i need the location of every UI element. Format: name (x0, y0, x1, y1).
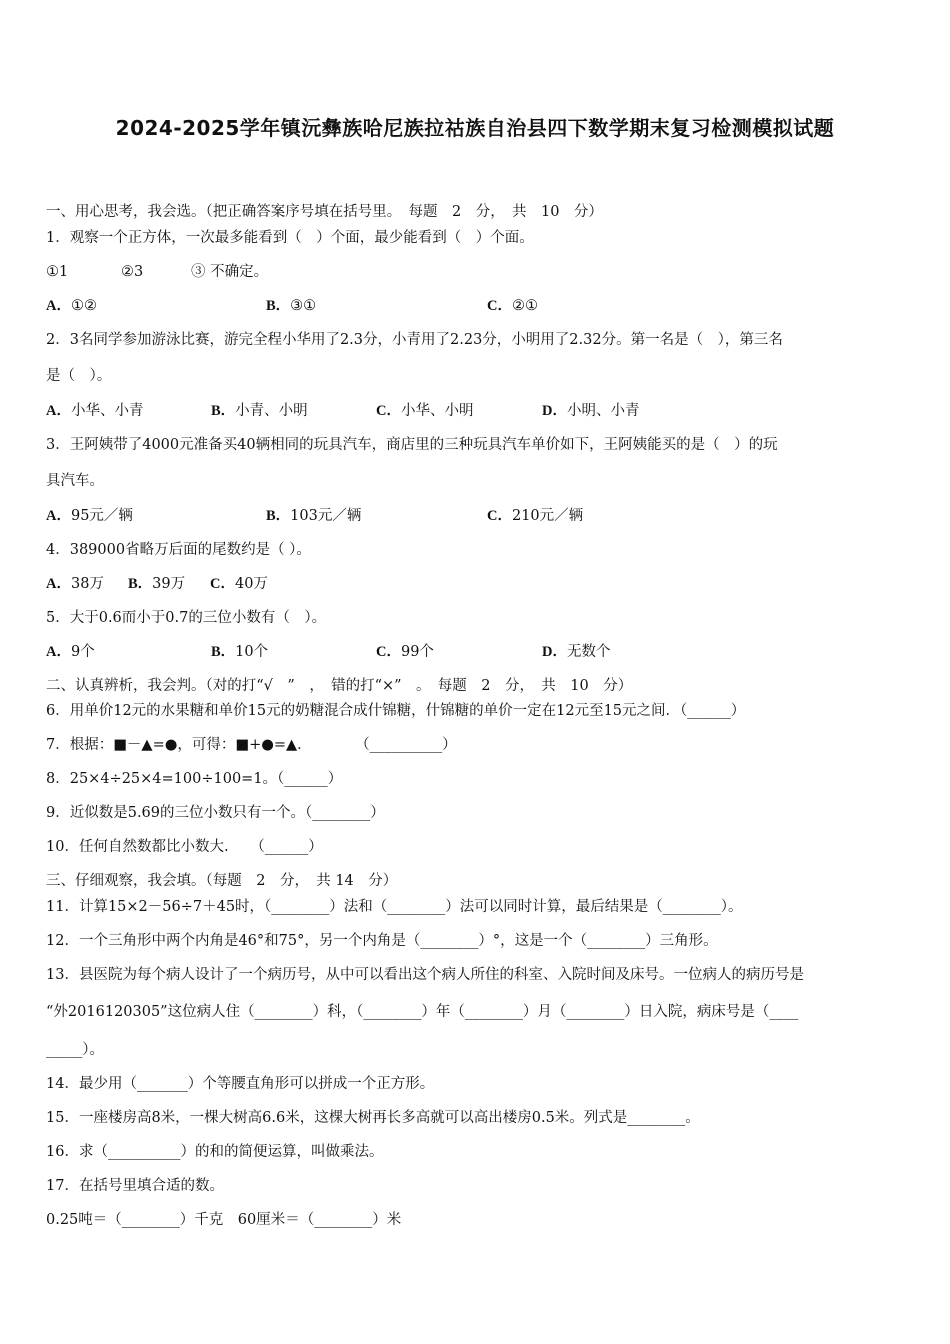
question-3-line-1: 3．王阿姨带了4000元准备买40辆相同的玩具汽车，商店里的三种玩具汽车单价如下，王阿姨能买的是（ ）的玩 (46, 437, 778, 453)
question-13-line-3: _____）。 (46, 1042, 104, 1058)
q1-choice-1: ①1 (46, 264, 69, 280)
question-11: 11．计算15×2－56÷7＋45时，（________）法和（________）法可以同时计算，最后结果是（________）。 (46, 899, 743, 915)
q1-choice-3: ③ 不确定。 (191, 264, 269, 280)
section-1-heading: 一、用心思考，我会选。（把正确答案序号填在括号里。 每题 2 分， 共 10 分） (46, 204, 603, 220)
section-2-heading: 二、认真辨析，我会判。（对的打“√ ” ， 错的打“×” 。 每题 2 分， 共 10 分） (46, 678, 633, 694)
question-10: 10．任何自然数都比小数大. （______） (46, 839, 323, 855)
q1-choice-2: ②3 (121, 264, 144, 280)
question-14: 14．最少用（_______）个等腰直角形可以拼成一个正方形。 (46, 1076, 435, 1092)
q2-option-c: C．小华、小明 (376, 403, 474, 419)
q3-option-a: A．95元／辆 (46, 508, 133, 524)
q4-option-a: A．38万 (46, 576, 104, 592)
q5-option-a: A．9个 (46, 644, 95, 660)
q1-option-b: B．③① (266, 298, 317, 314)
question-2-line-1: 2．3名同学参加游泳比赛，游完全程小华用了2.3分，小青用了2.23分，小明用了2.32分。第一名是（ ），第三名 (46, 332, 783, 348)
question-17-blanks: 0.25吨＝（________）千克 60厘米＝（________）米 (46, 1212, 402, 1228)
question-16: 16．求（__________）的和的简便运算，叫做乘法。 (46, 1144, 384, 1160)
question-2-line-2: 是（ ）。 (46, 368, 112, 384)
q2-option-b: B．小青、小明 (211, 403, 308, 419)
section-3-heading: 三、仔细观察，我会填。（每题 2 分， 共 14 分） (46, 873, 398, 889)
question-6: 6．用单价12元的水果糖和单价15元的奶糖混合成什锦糖，什锦糖的单价一定在12元至15元之间．（______） (46, 703, 746, 719)
question-4: 4．389000省略万后面的尾数约是（ ）。 (46, 542, 311, 558)
question-7: 7．根据：■－▲=●，可得：■+●=▲． （__________） (46, 737, 457, 753)
q3-option-c: C．210元／辆 (487, 508, 584, 524)
question-9: 9．近似数是5.69的三位小数只有一个。（________） (46, 805, 385, 821)
q1-option-a: A．①② (46, 298, 97, 314)
q3-option-b: B．103元／辆 (266, 508, 362, 524)
q2-option-a: A．小华、小青 (46, 403, 144, 419)
question-13-line-1: 13．县医院为每个病人设计了一个病历号，从中可以看出这个病人所住的科室、入院时间及床号。一位病人的病历号是 (46, 967, 804, 983)
q5-option-d: D．无数个 (542, 644, 611, 660)
page-title: 2024-2025学年镇沅彝族哈尼族拉祜族自治县四下数学期末复习检测模拟试题 (115, 116, 835, 140)
question-15: 15．一座楼房高8米，一棵大树高6.6米，这棵大树再长多高就可以高出楼房0.5米。列式是________。 (46, 1110, 700, 1126)
q5-option-b: B．10个 (211, 644, 269, 660)
question-17: 17．在括号里填合适的数。 (46, 1178, 224, 1194)
question-13-line-2: “外2016120305”这位病人住（________）科，（________）年（________）月（________）日入院，病床号是（____ (46, 1004, 799, 1020)
q5-option-c: C．99个 (376, 644, 434, 660)
q4-option-b: B．39万 (128, 576, 186, 592)
question-1: 1．观察一个正方体，一次最多能看到（ ）个面，最少能看到（ ）个面。 (46, 230, 534, 246)
question-8: 8．25×4÷25×4=100÷100=1。（______） (46, 771, 343, 787)
question-3-line-2: 具汽车。 (46, 473, 104, 489)
question-5: 5．大于0.6而小于0.7的三位小数有（ ）。 (46, 610, 327, 626)
q2-option-d: D．小明、小青 (542, 403, 640, 419)
q4-option-c: C．40万 (210, 576, 268, 592)
question-12: 12．一个三角形中两个内角是46°和75°，另一个内角是（________）°，这是一个（________）三角形。 (46, 933, 718, 949)
q1-option-c: C．②① (487, 298, 538, 314)
